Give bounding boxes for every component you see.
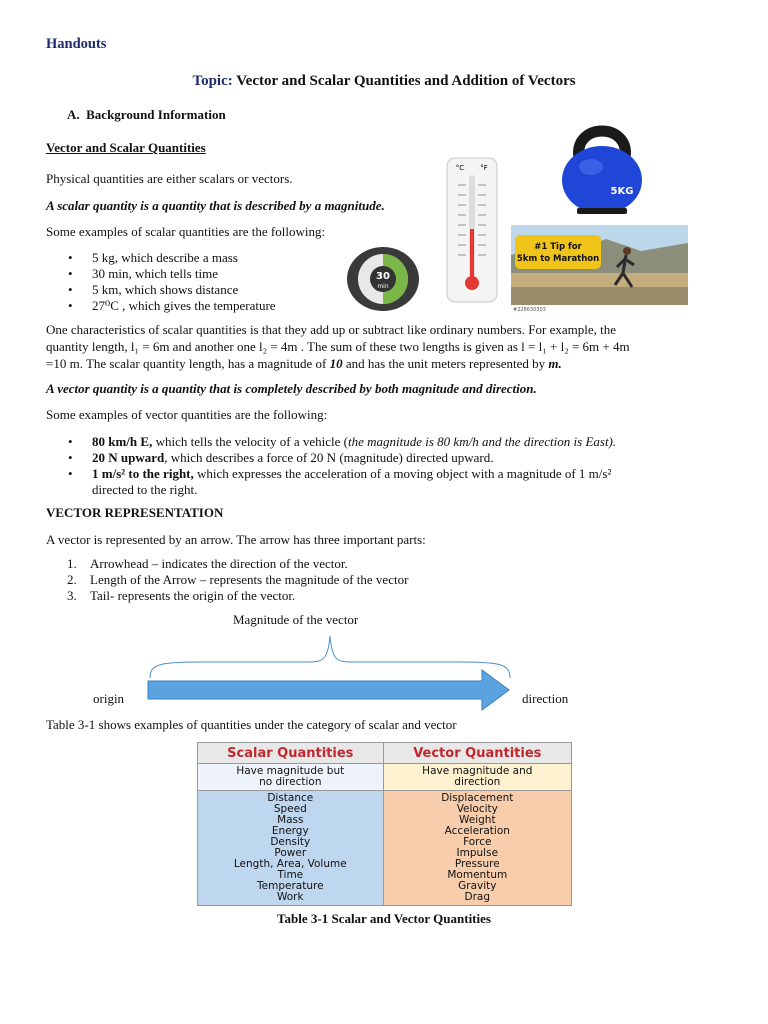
table-row: Weight — [458, 814, 496, 826]
item-text: Arrowhead – indicates the direction of the vector. — [90, 556, 348, 571]
scalar-description: Have magnitude but no direction — [198, 764, 384, 791]
origin-label: origin — [93, 691, 125, 706]
runner-caption-line-1: #1 Tip for — [534, 242, 582, 252]
fahrenheit-label: °F — [480, 164, 488, 172]
table-row: Pressure — [454, 858, 500, 870]
list-item — [46, 556, 408, 572]
image-id: #228630303 — [513, 307, 546, 313]
example-tail: directed to the right. — [92, 482, 198, 497]
example-value: 20 N upward — [92, 450, 165, 465]
timer-unit: min — [377, 283, 389, 290]
subheading: Vector and Scalar Quantities — [46, 140, 206, 155]
table-row: Momentum — [447, 869, 508, 881]
table-row: Temperature — [257, 880, 324, 892]
direction-label: direction — [522, 691, 569, 706]
line-3-text-2: and has the unit meters represented by — [342, 356, 549, 371]
vector-representation-intro: A vector is represented by an arrow. The arrow has three important parts: — [46, 532, 426, 547]
table-row: Energy — [271, 825, 309, 837]
unit-symbol: m. — [548, 356, 562, 371]
example-italic: the magnitude is 80 km/h and the direction is East). — [347, 434, 617, 449]
vector-definition: A vector quantity is a quantity that is completely described by both magnitude and direction. — [46, 381, 537, 396]
table-row: Force — [463, 836, 492, 848]
list-item: • 30 min, which tells time — [46, 266, 276, 282]
vector-examples-intro: Some examples of vector quantities are the following: — [46, 407, 328, 422]
magnitude-value: 10 — [329, 356, 343, 371]
table-caption: Table 3-1 Scalar and Vector Quantities — [277, 911, 491, 926]
list-item — [46, 466, 726, 498]
table-row: Displacement — [441, 792, 514, 804]
item-number: 1. — [67, 556, 77, 571]
line-3-text: =10 m. The scalar quantity length, has a magnitude of — [46, 356, 330, 371]
scalar-paragraph-line-3 — [46, 356, 726, 372]
list-item — [46, 572, 408, 588]
table-row: Impulse — [456, 847, 499, 859]
table-row: Density — [270, 836, 311, 848]
vector-arrow-diagram — [140, 630, 520, 716]
scalar-examples-intro: Some examples of scalar quantities are the following: — [46, 224, 326, 239]
celsius-label: °C — [455, 164, 465, 172]
scalar-paragraph-line-2: quantity length, l₁ = 6m and another one l₂ = 4m . The sum of these two lengths is given as l = l₁ + l₂ = 6m + 4m — [46, 339, 630, 354]
example-text: , which describes a force of 20 N (magnitude) directed upward. — [164, 450, 494, 465]
timer-value: 30 — [376, 271, 390, 282]
scalar-definition: A scalar quantity is a quantity that is described by a magnitude. — [46, 198, 385, 213]
item-text: Tail- represents the origin of the vector. — [90, 588, 296, 603]
vector-arrow — [148, 670, 509, 710]
table-row: Time — [277, 869, 304, 881]
topic-label: Topic: — [192, 73, 233, 89]
scalar-header: Scalar Quantities — [198, 743, 384, 764]
scalar-paragraph — [46, 322, 726, 372]
table-row: Work — [276, 891, 304, 903]
magnitude-label: Magnitude of the vector — [233, 612, 359, 627]
example-text: which expresses the acceleration of a moving object with a magnitude of 1 m/s² — [193, 466, 612, 481]
table-row: Power — [274, 847, 307, 859]
runner-image — [511, 225, 688, 305]
scalar-paragraph-line-1: One characteristics of scalar quantities is that they add up or subtract like ordinary numbers. For example, the — [46, 322, 617, 337]
magnitude-brace — [150, 636, 510, 678]
handouts-heading: Handouts — [46, 36, 107, 52]
example-value: 80 km/h E, — [92, 434, 153, 449]
example-value: 1 m/s² to the right, — [92, 466, 194, 481]
arrow-parts-list — [46, 556, 408, 604]
table-row: Drag — [464, 891, 491, 903]
section-title: Background Information — [86, 107, 226, 122]
vector-header: Vector Quantities — [383, 743, 571, 764]
topic-title — [0, 73, 768, 90]
list-item — [46, 588, 408, 604]
list-item — [46, 450, 726, 466]
list-item: • 5 kg, which describe a mass — [46, 250, 276, 266]
table-row: Gravity — [458, 880, 497, 892]
scalar-vector-table — [197, 742, 572, 906]
table-row: Mass — [277, 814, 304, 826]
table-row: Velocity — [456, 803, 498, 815]
runner-caption-line-2: 5km to Marathon — [516, 254, 600, 264]
item-number: 3. — [67, 588, 77, 603]
list-item — [46, 434, 726, 450]
vector-description: Have magnitude and direction — [383, 764, 571, 791]
topic-text: Vector and Scalar Quantities and Addition of Vectors — [232, 73, 576, 89]
table-row: Speed — [273, 803, 307, 815]
intro-paragraph: Physical quantities are either scalars or vectors. — [46, 171, 293, 186]
table-intro: Table 3-1 shows examples of quantities under the category of scalar and vector — [46, 717, 457, 732]
vector-items-cell — [383, 791, 571, 906]
item-number: 2. — [67, 572, 77, 587]
kettlebell-image — [553, 112, 651, 216]
thermometer-image — [446, 157, 498, 303]
table-row: Length, Area, Volume — [233, 858, 347, 870]
scalar-examples-list — [46, 250, 276, 314]
timer-image — [346, 246, 420, 312]
item-text: Length of the Arrow – represents the magnitude of the vector — [90, 572, 409, 587]
table-row: Distance — [267, 792, 314, 804]
section-a-heading — [67, 107, 226, 123]
vector-representation-heading: VECTOR REPRESENTATION — [46, 505, 224, 520]
scalar-items-cell — [198, 791, 384, 906]
section-letter: A. — [67, 107, 80, 122]
table-row: Acceleration — [444, 825, 510, 837]
list-item: • 5 km, which shows distance — [46, 282, 276, 298]
vector-examples-list — [46, 434, 726, 498]
kettlebell-label: 5KG — [610, 186, 634, 197]
example-text: which tells the velocity of a vehicle ( — [152, 434, 348, 449]
list-item: • 27⁰C , which gives the temperature — [46, 298, 276, 314]
